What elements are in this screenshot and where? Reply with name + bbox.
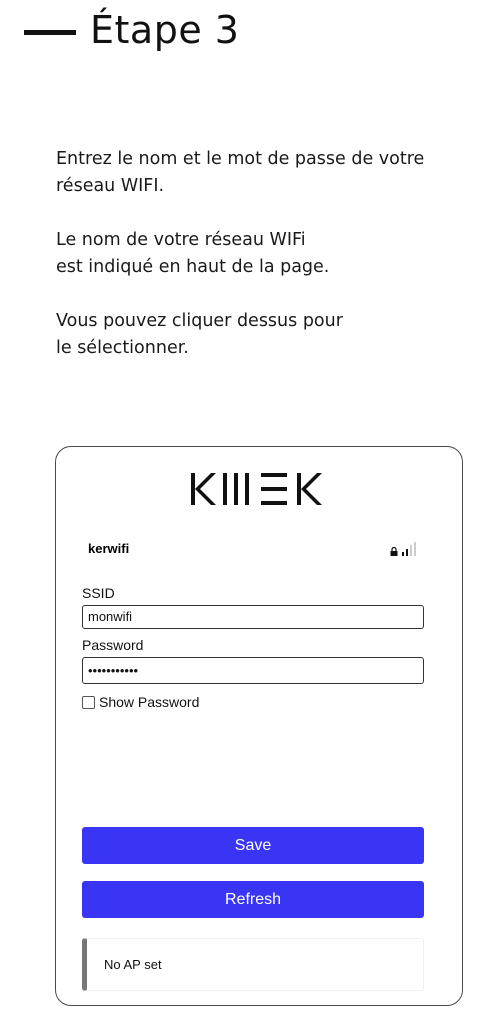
status-message bbox=[82, 938, 424, 991]
show-password-label: Show Password bbox=[99, 694, 200, 710]
lock-icon bbox=[390, 547, 398, 556]
kimek-logo-icon bbox=[191, 473, 327, 505]
network-name: kerwifi bbox=[88, 541, 130, 556]
save-button[interactable]: Save bbox=[82, 827, 424, 864]
instructions bbox=[56, 146, 476, 389]
ssid-label: SSID bbox=[82, 585, 115, 601]
brand-logo bbox=[56, 473, 462, 509]
step-header bbox=[24, 8, 239, 52]
show-password-checkbox[interactable] bbox=[82, 696, 95, 709]
password-input[interactable]: ••••••••••• bbox=[82, 657, 424, 684]
wifi-form bbox=[82, 585, 424, 710]
password-label: Password bbox=[82, 637, 144, 653]
refresh-button[interactable]: Refresh bbox=[82, 881, 424, 918]
show-password-row[interactable] bbox=[82, 694, 424, 710]
status-text: No AP set bbox=[104, 957, 162, 972]
instruction-paragraph-1: Entrez le nom et le mot de passe de votre réseau WIFI. bbox=[56, 149, 425, 196]
ssid-input[interactable]: monwifi bbox=[82, 605, 424, 629]
instruction-paragraph-2: Le nom de votre réseau WIFi est indiqué en haut de la page. bbox=[56, 230, 330, 277]
page-title: Étape 3 bbox=[90, 8, 240, 52]
network-status bbox=[390, 542, 416, 556]
network-item[interactable] bbox=[88, 541, 416, 556]
phone-screenshot bbox=[55, 446, 463, 1006]
title-dash bbox=[24, 30, 76, 35]
instruction-paragraph-3: Vous pouvez cliquer dessus pour le sélectionner. bbox=[56, 311, 343, 358]
signal-strength-icon bbox=[402, 542, 416, 556]
